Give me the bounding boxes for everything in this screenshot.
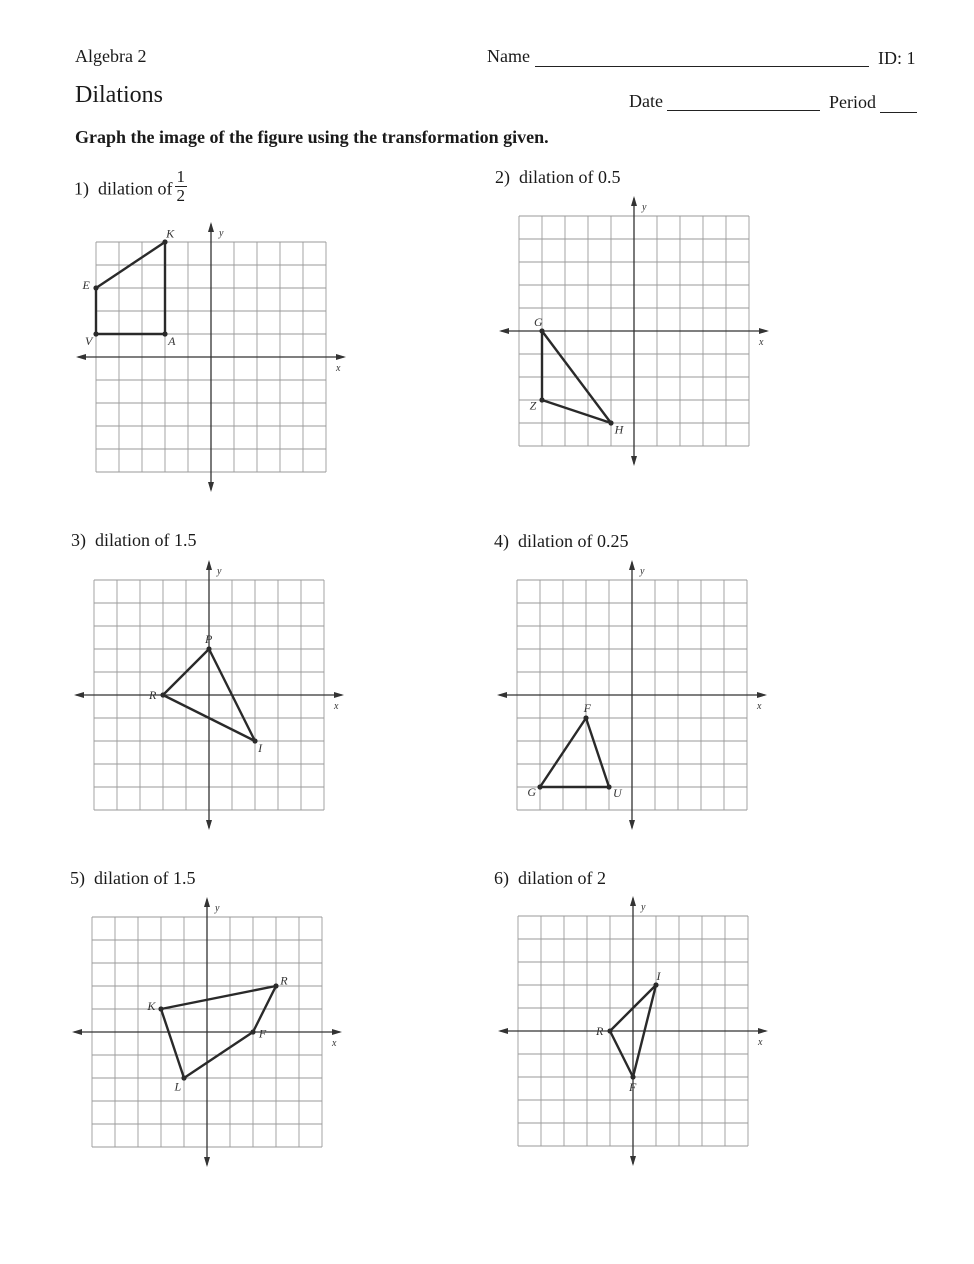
vertex-label: F xyxy=(629,1080,637,1094)
problem-3-graph[interactable] xyxy=(94,566,339,810)
period-blank[interactable] xyxy=(880,112,917,113)
vertex-point xyxy=(608,420,613,425)
vertex-point xyxy=(93,331,98,336)
vertex-point xyxy=(206,646,211,651)
y-axis-label: y xyxy=(219,228,224,239)
vertex-label: A xyxy=(168,334,176,349)
problem-text: dilation of 1.5 xyxy=(94,868,196,888)
x-axis-arrow-right xyxy=(759,328,769,334)
vertex-point xyxy=(539,328,544,333)
vertex-label: H xyxy=(614,422,624,437)
vertex-label: I xyxy=(258,741,263,756)
x-axis-arrow-left xyxy=(499,328,509,334)
y-axis-label: y xyxy=(641,902,646,913)
vertex-point xyxy=(539,397,544,402)
problem-4-graph[interactable] xyxy=(517,566,762,810)
vertex-label: F xyxy=(258,1026,267,1041)
y-axis-arrow-down xyxy=(208,482,214,492)
vertex-point xyxy=(273,983,278,988)
problem-2-prompt xyxy=(495,167,621,188)
problem-text: dilation of 0.25 xyxy=(518,531,629,551)
vertex-point xyxy=(607,1028,612,1033)
problem-number: 3) xyxy=(71,530,86,550)
vertex-point xyxy=(630,1074,635,1079)
vertex-label: V xyxy=(84,334,93,349)
vertex-point xyxy=(158,1006,163,1011)
fraction-numerator: 1 xyxy=(176,167,185,186)
y-axis-arrow-up xyxy=(208,222,214,232)
problem-2-graph[interactable] xyxy=(519,202,764,446)
problem-5-graph[interactable] xyxy=(92,903,337,1147)
period-label: Period xyxy=(829,92,876,112)
x-axis-arrow-right xyxy=(757,692,767,698)
problem-text: dilation of 1.5 xyxy=(95,530,197,550)
y-axis-arrow-down xyxy=(630,1156,636,1166)
figure-outline xyxy=(540,718,609,787)
problem-3-prompt xyxy=(71,530,197,551)
course-name: Algebra 2 xyxy=(75,46,147,66)
vertex-point xyxy=(583,715,588,720)
x-axis-arrow-left xyxy=(76,354,86,360)
vertex-label: K xyxy=(147,999,156,1014)
problem-6-graph[interactable] xyxy=(518,902,763,1146)
problem-number: 6) xyxy=(494,868,509,888)
x-axis-arrow-right xyxy=(332,1029,342,1035)
x-axis-arrow-right xyxy=(334,692,344,698)
vertex-label: E xyxy=(82,277,90,292)
vertex-label: G xyxy=(527,785,537,800)
vertex-label: R xyxy=(149,688,157,702)
y-axis-arrow-down xyxy=(629,820,635,830)
vertex-label: R xyxy=(280,973,288,988)
worksheet-title: Dilations xyxy=(75,82,163,108)
problem-6-prompt xyxy=(494,868,606,889)
y-axis-label: y xyxy=(642,202,647,213)
x-axis-arrow-left xyxy=(497,692,507,698)
y-axis-arrow-up xyxy=(629,560,635,570)
y-axis-arrow-up xyxy=(630,896,636,906)
date-label: Date xyxy=(629,91,663,111)
x-axis-label: x xyxy=(332,1038,337,1049)
scale-fraction xyxy=(175,168,188,205)
vertex-label: K xyxy=(166,226,175,241)
vertex-point xyxy=(250,1029,255,1034)
fraction-denominator: 2 xyxy=(176,185,185,205)
vertex-label: G xyxy=(534,314,543,329)
problem-number: 5) xyxy=(70,868,85,888)
y-axis-label: y xyxy=(217,566,222,577)
y-axis-arrow-down xyxy=(631,456,637,466)
vertex-point xyxy=(93,285,98,290)
y-axis-arrow-up xyxy=(206,560,212,570)
problem-text: dilation of 0.5 xyxy=(519,167,621,187)
vertex-point xyxy=(160,692,165,697)
x-axis-label: x xyxy=(334,701,339,712)
x-axis-arrow-left xyxy=(74,692,84,698)
vertex-point xyxy=(606,784,611,789)
name-label: Name xyxy=(487,46,530,66)
vertex-label: R xyxy=(596,1024,604,1038)
worksheet-id: ID: 1 xyxy=(878,48,916,68)
y-axis-arrow-down xyxy=(204,1157,210,1167)
problem-text: dilation of 2 xyxy=(518,868,606,888)
instructions: Graph the image of the figure using the transformation given. xyxy=(75,127,549,147)
date-blank[interactable] xyxy=(667,110,820,111)
y-axis-arrow-down xyxy=(206,820,212,830)
problem-text: dilation of xyxy=(98,178,173,199)
problem-number: 4) xyxy=(494,531,509,551)
y-axis-arrow-up xyxy=(204,897,210,907)
problem-1-graph[interactable] xyxy=(82,226,341,472)
vertex-label: F xyxy=(583,701,591,716)
x-axis-label: x xyxy=(758,1037,763,1048)
x-axis-label: x xyxy=(336,363,341,374)
x-axis-arrow-right xyxy=(758,1028,768,1034)
vertex-label: U xyxy=(613,786,622,800)
x-axis-arrow-left xyxy=(498,1028,508,1034)
vertex-label: P xyxy=(205,632,213,646)
vertex-label: Z xyxy=(529,398,537,413)
problem-number: 1) xyxy=(74,178,89,199)
vertex-point xyxy=(181,1075,186,1080)
vertex-label: L xyxy=(174,1079,182,1094)
vertex-point xyxy=(162,331,167,336)
problem-5-prompt xyxy=(70,868,196,889)
x-axis-label: x xyxy=(759,337,764,348)
y-axis-label: y xyxy=(215,903,220,914)
vertex-point xyxy=(653,982,658,987)
problem-1-prompt xyxy=(74,167,187,209)
y-axis-arrow-up xyxy=(631,196,637,206)
x-axis-arrow-right xyxy=(336,354,346,360)
x-axis-arrow-left xyxy=(72,1029,82,1035)
vertex-label: I xyxy=(656,969,661,984)
vertex-point xyxy=(537,784,542,789)
problem-4-prompt xyxy=(494,531,629,552)
x-axis-label: x xyxy=(757,701,762,712)
problem-number: 2) xyxy=(495,167,510,187)
vertex-point xyxy=(252,738,257,743)
name-blank[interactable] xyxy=(535,66,869,67)
y-axis-label: y xyxy=(640,566,645,577)
